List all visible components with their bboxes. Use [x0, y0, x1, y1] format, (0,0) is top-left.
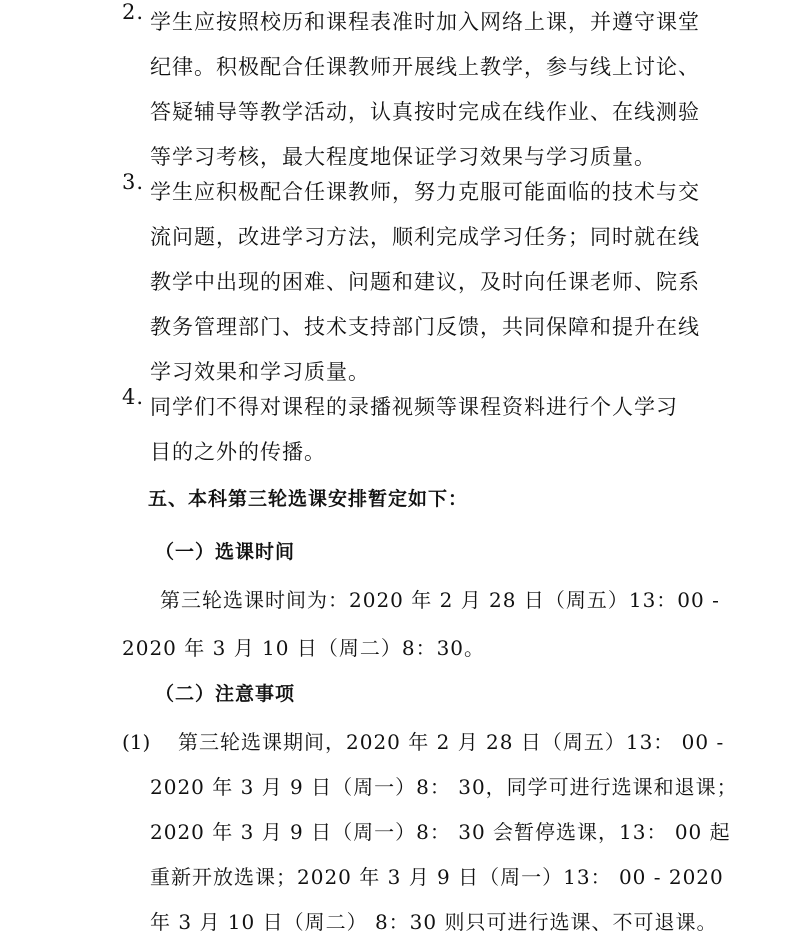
text-line: 学生应按照校历和课程表准时加入网络上课，并遵守课堂: [150, 10, 700, 34]
text-line: 重新开放选课；2020 年 3 月 9 日（周一）13： 00 - 2020: [150, 865, 724, 889]
subsection-heading-time: （一）选课时间: [155, 541, 296, 563]
text-line: 学生应积极配合任课教师，努力克服可能面临的技术与交: [150, 180, 700, 204]
text-line: 流问题，改进学习方法，顺利完成学习任务；同时就在线: [150, 225, 700, 249]
text-line: 年 3 月 10 日（周二） 8：30 则只可进行选课、不可退课。: [150, 910, 718, 934]
selection-time-paragraph: [122, 576, 720, 672]
list-number: 4.: [122, 385, 145, 409]
text-line: 2020 年 3 月 10 日（周二）8：30。: [122, 636, 486, 660]
text-line: 纪律。积极配合任课教师开展线上教学，参与线上讨论、: [150, 55, 700, 79]
text-line: 等学习考核，最大程度地保证学习效果与学习质量。: [150, 145, 656, 169]
note-number: (1): [122, 730, 151, 754]
text-line: 第三轮选课时间为：2020 年 2 月 28 日（周五）13：00 -: [160, 588, 720, 612]
text-line: 学习效果和学习质量。: [150, 360, 370, 384]
section-heading: 五、本科第三轮选课安排暂定如下：: [148, 488, 469, 510]
list-item-4: [122, 385, 682, 475]
note-item-1: [122, 720, 738, 945]
subsection-heading-notes: （二）注意事项: [155, 683, 296, 705]
text-line: 2020 年 3 月 9 日（周一）8： 30，同学可进行选课和退课；: [150, 775, 738, 799]
list-number: 2.: [122, 0, 145, 24]
text-line: 第三轮选课期间，2020 年 2 月 28 日（周五）13： 00 -: [178, 730, 725, 754]
text-line: 教务管理部门、技术支持部门反馈，共同保障和提升在线: [150, 315, 700, 339]
text-line: 同学们不得对课程的录播视频等课程资料进行个人学习: [150, 395, 678, 419]
text-line: 教学中出现的困难、问题和建议，及时向任课老师、院系: [150, 270, 700, 294]
list-number: 3.: [122, 170, 145, 194]
text-line: 2020 年 3 月 9 日（周一）8： 30 会暂停选课，13： 00 起: [150, 820, 731, 844]
list-item-2: [122, 0, 700, 180]
text-line: 答疑辅导等教学活动，认真按时完成在线作业、在线测验: [150, 100, 700, 124]
text-line: 目的之外的传播。: [150, 440, 326, 464]
list-item-3: [122, 170, 700, 395]
